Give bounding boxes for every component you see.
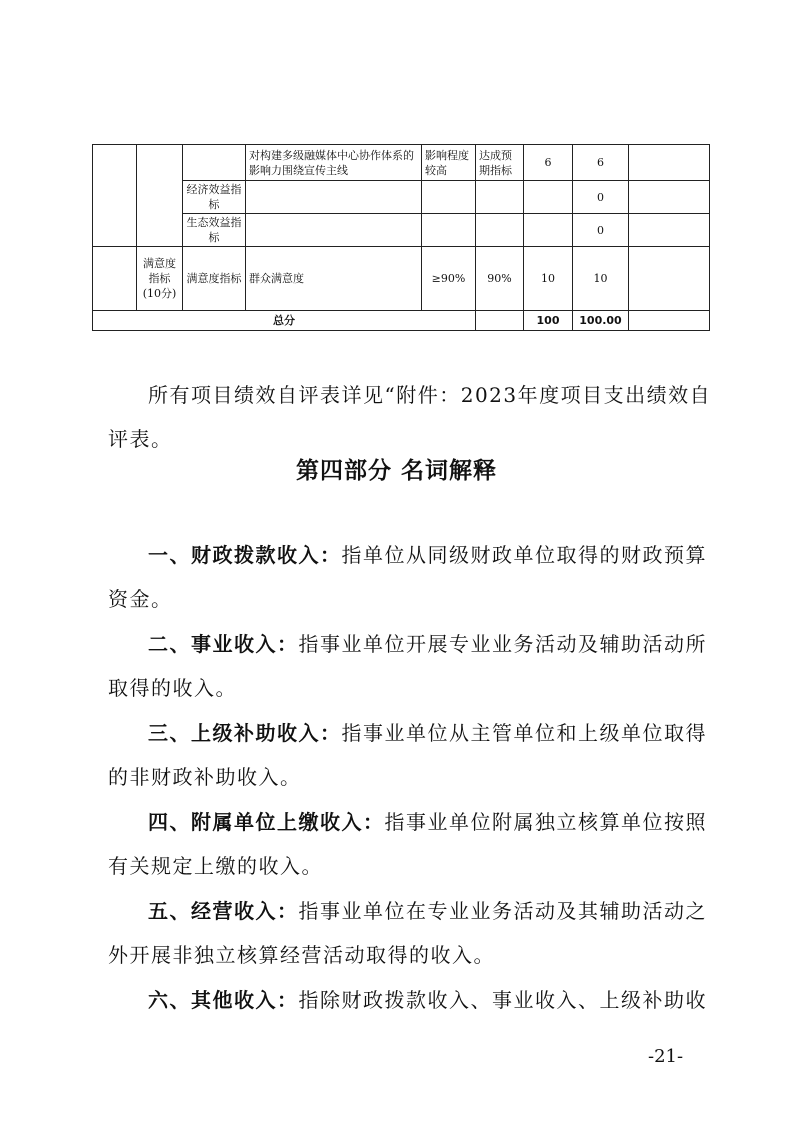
category-cell: 满意度指标(10分): [137, 247, 183, 311]
subcategory-cell: 经济效益指标: [183, 181, 246, 214]
definition-text-cont: 取得的收入。: [108, 676, 237, 700]
indicator-cell: 对构建多级融媒体中心协作体系的影响力围绕宣传主线: [246, 145, 422, 181]
subcategory-cell: 满意度指标: [183, 247, 246, 311]
table-cell-empty: [93, 145, 137, 247]
definition-item: [148, 633, 707, 655]
table-cell-empty: [246, 214, 422, 247]
table-cell-empty: [476, 214, 524, 247]
performance-table: [92, 144, 710, 331]
definition-text-cont: 外开展非独立核算经营活动取得的收入。: [108, 943, 495, 967]
indicator-cell: 群众满意度: [246, 247, 422, 311]
score-cell: 0: [573, 181, 629, 214]
table-cell-empty: [183, 145, 246, 181]
table-cell-empty: [422, 181, 476, 214]
table-cell-empty: [629, 214, 710, 247]
definition-text: 指事业单位开展专业业务活动及辅助活动所: [298, 632, 707, 656]
total-score-cell: 100.00: [573, 311, 629, 331]
definition-text: 指除财政拨款收入、事业收入、上级补助收: [298, 988, 707, 1012]
definition-term: 五、经营收入：: [148, 899, 299, 923]
table-cell-empty: [422, 214, 476, 247]
table-cell-empty: [629, 247, 710, 311]
subcategory-cell: 生态效益指标: [183, 214, 246, 247]
page-number: -21-: [648, 1046, 684, 1067]
definition-term: 一、财政拨款收入：: [148, 543, 342, 567]
definition-item: [148, 900, 707, 922]
definition-item: [148, 544, 707, 566]
definition-item: [148, 811, 707, 833]
intro-line-1: 所有项目绩效自评表详见“附件：2023年度项目支出绩效自: [148, 383, 712, 407]
definition-item: [148, 989, 707, 1011]
definition-text-cont: 资金。: [108, 587, 173, 611]
score-cell: 10: [573, 247, 629, 311]
total-label-cell: 总分: [93, 311, 476, 331]
actual-cell: 达成预期指标: [476, 145, 524, 181]
definition-term: 六、其他收入：: [148, 988, 299, 1012]
table-row: [93, 181, 710, 214]
definition-term: 三、上级补助收入：: [148, 721, 342, 745]
definition-item: [148, 722, 707, 744]
table-row: [93, 214, 710, 247]
weight-cell: 10: [524, 247, 573, 311]
definition-term: 二、事业收入：: [148, 632, 299, 656]
weight-cell: 6: [524, 145, 573, 181]
table-row: [93, 145, 710, 181]
definition-text: 指单位从同级财政单位取得的财政预算: [341, 543, 707, 567]
table-cell-empty: [629, 181, 710, 214]
table-cell-empty: [246, 181, 422, 214]
definition-text: 指事业单位从主管单位和上级单位取得: [341, 721, 707, 745]
table-row-total: [93, 311, 710, 331]
table-cell-empty: [476, 311, 524, 331]
table-row: [93, 247, 710, 311]
table-cell-empty: [524, 181, 573, 214]
table-cell-empty: [93, 247, 137, 311]
section-heading: 第四部分 名词解释: [295, 458, 497, 484]
table-cell-empty: [137, 145, 183, 247]
standard-cell: 影响程度较高: [422, 145, 476, 181]
score-cell: 0: [573, 214, 629, 247]
table-cell-empty: [476, 181, 524, 214]
table-cell-empty: [629, 311, 710, 331]
definition-text: 指事业单位在专业业务活动及其辅助活动之: [298, 899, 707, 923]
standard-cell: ≥90%: [422, 247, 476, 311]
total-weight-cell: 100: [524, 311, 573, 331]
actual-cell: 90%: [476, 247, 524, 311]
table-cell-empty: [524, 214, 573, 247]
intro-line-2: 评表。: [108, 427, 173, 451]
definition-term: 四、附属单位上缴收入：: [148, 810, 385, 834]
definition-text-cont: 有关规定上缴的收入。: [108, 854, 323, 878]
definition-text: 指事业单位附属独立核算单位按照: [384, 810, 707, 834]
definition-text-cont: 的非财政补助收入。: [108, 765, 302, 789]
remark-cell: [629, 145, 710, 181]
score-cell: 6: [573, 145, 629, 181]
